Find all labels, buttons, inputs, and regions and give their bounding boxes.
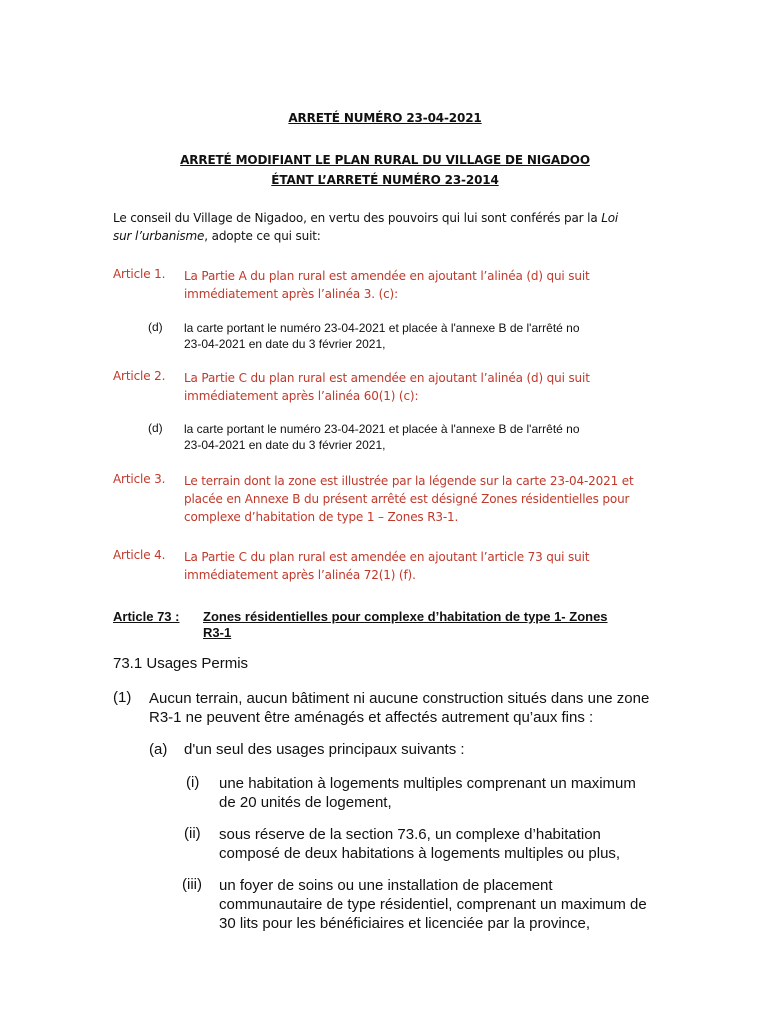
intro-law-name-1: Loi: [601, 211, 619, 225]
article-1-sub-line: la carte portant le numéro 23-04-2021 et placée à l'annexe B de l'arrêté no: [184, 321, 580, 335]
article-4-line: La Partie C du plan rural est amendée en ajoutant l’article 73 qui suit: [184, 550, 590, 564]
article-1-text: [184, 267, 664, 303]
article-1-sub-label: (d): [148, 320, 163, 334]
intro-law-name-2: sur l’urbanisme: [113, 229, 205, 243]
article-2-line: immédiatement après l’alinéa 60(1) (c):: [184, 389, 419, 403]
document-subtitle-line2: ÉTANT L’ARRETÉ NUMÉRO 23-2014: [271, 173, 499, 187]
article-1-label: Article 1.: [113, 267, 166, 281]
document-subtitle-line1: ARRETÉ MODIFIANT LE PLAN RURAL DU VILLAGE DE NIGADOO: [180, 153, 590, 167]
paragraph-1-text: [149, 689, 669, 727]
subparagraph-a-text: d'un seul des usages principaux suivants :: [184, 741, 465, 758]
item-i-line: une habitation à logements multiples comprenant un maximum: [219, 775, 636, 792]
intro-paragraph: [113, 209, 673, 245]
item-iii-line: communautaire de type résidentiel, comprenant un maximum de: [219, 896, 647, 913]
item-ii-line: composé de deux habitations à logements multiples ou plus,: [219, 845, 621, 862]
paragraph-1-line: R3-1 ne peuvent être aménagés et affectés autrement qu’aux fins :: [149, 709, 594, 726]
article-2-line: La Partie C du plan rural est amendée en ajoutant l’alinéa (d) qui suit: [184, 371, 590, 385]
article-73-title: [203, 609, 673, 641]
article-73-label: Article 73 :: [113, 609, 180, 624]
document-title: ARRETÉ NUMÉRO 23-04-2021: [288, 111, 482, 125]
article-2-text: [184, 369, 664, 405]
section-heading: 73.1 Usages Permis: [113, 655, 249, 672]
article-3-line: Le terrain dont la zone est illustrée par la légende sur la carte 23-04-2021 et: [184, 474, 634, 488]
article-2-label: Article 2.: [113, 369, 166, 383]
article-73-title-line: Zones résidentielles pour complexe d’habitation de type 1- Zones: [203, 609, 608, 624]
paragraph-1-line: Aucun terrain, aucun bâtiment ni aucune construction situés dans une zone: [149, 690, 650, 707]
paragraph-1-label: (1): [113, 689, 132, 706]
item-ii-line: sous réserve de la section 73.6, un complexe d’habitation: [219, 826, 601, 843]
item-i-text: [219, 774, 669, 812]
item-iii-text: [219, 876, 669, 933]
article-2-sub-text: [184, 421, 664, 453]
item-iii-line: un foyer de soins ou une installation de placement: [219, 877, 553, 894]
item-i-label: (i): [186, 774, 200, 791]
article-3-label: Article 3.: [113, 472, 166, 486]
article-1-sub-text: [184, 320, 664, 352]
item-iii-line: 30 lits pour les bénéficiaires et licenciée par la province,: [219, 915, 591, 932]
article-3-text: [184, 472, 664, 526]
article-4-line: immédiatement après l’alinéa 72(1) (f).: [184, 568, 416, 582]
item-ii-label: (ii): [184, 825, 201, 842]
article-1-line: La Partie A du plan rural est amendée en ajoutant l’alinéa (d) qui suit: [184, 269, 590, 283]
article-3-line: placée en Annexe B du présent arrêté est désigné Zones résidentielles pour: [184, 492, 630, 506]
article-1-sub-line: 23-04-2021 en date du 3 février 2021,: [184, 337, 386, 351]
subparagraph-a-label: (a): [149, 741, 168, 758]
intro-text-1: Le conseil du Village de Nigadoo, en vertu des pouvoirs qui lui sont conférés par la: [113, 211, 602, 225]
article-4-label: Article 4.: [113, 548, 166, 562]
article-2-sub-line: la carte portant le numéro 23-04-2021 et placée à l'annexe B de l'arrêté no: [184, 422, 580, 436]
article-4-text: [184, 548, 664, 584]
article-1-line: immédiatement après l’alinéa 3. (c):: [184, 287, 398, 301]
article-2-sub-line: 23-04-2021 en date du 3 février 2021,: [184, 438, 386, 452]
article-73-title-line: R3-1: [203, 625, 232, 640]
item-iii-label: (iii): [182, 876, 202, 893]
article-2-sub-label: (d): [148, 421, 163, 435]
item-i-line: de 20 unités de logement,: [219, 794, 392, 811]
intro-text-2: , adopte ce qui suit:: [204, 229, 321, 243]
article-3-line: complexe d’habitation de type 1 – Zones R3-1.: [184, 510, 459, 524]
item-ii-text: [219, 825, 669, 863]
